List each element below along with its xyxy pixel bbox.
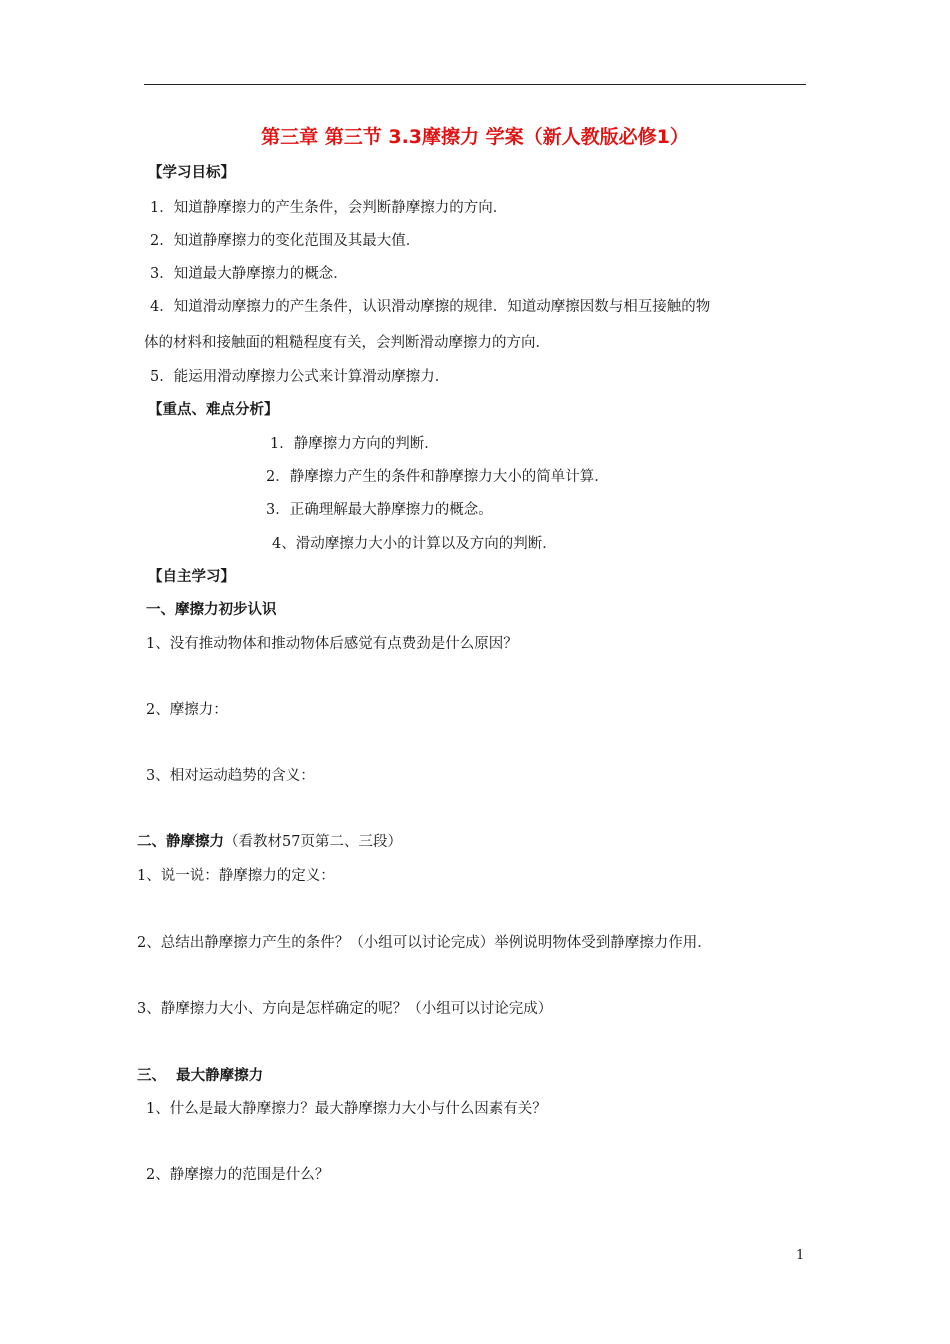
keypoint-item: 2．静摩擦力产生的条件和静摩擦力大小的简单计算． — [266, 469, 609, 485]
question-item: 2、总结出静摩擦力产生的条件？（小组可以讨论完成）举例说明物体受到静摩擦力作用． — [137, 935, 712, 951]
goal-item: 5．能运用滑动摩擦力公式来计算滑动摩擦力． — [150, 369, 450, 385]
header-rule — [144, 84, 806, 85]
question-item: 1、没有推动物体和推动物体后感觉有点费劲是什么原因？ — [146, 636, 518, 652]
question-item: 3、静摩擦力大小、方向是怎样确定的呢？（小组可以讨论完成） — [137, 1001, 553, 1017]
goal-item: 1．知道静摩擦力的产生条件，会判断静摩擦力的方向． — [150, 200, 508, 216]
keypoint-item: 3．正确理解最大静摩擦力的概念。 — [266, 502, 493, 518]
question-item: 2、静摩擦力的范围是什么？ — [146, 1167, 330, 1183]
goals-heading: 【学习目标】 — [148, 164, 235, 181]
goal-item: 3．知道最大静摩擦力的概念． — [150, 266, 348, 282]
question-item: 1、什么是最大静摩擦力？最大静摩擦力大小与什么因素有关？ — [146, 1101, 547, 1117]
goal-item-continued: 体的材料和接触面的粗糙程度有关，会判断滑动摩擦力的方向． — [144, 335, 550, 351]
keypoints-heading: 【重点、难点分析】 — [148, 401, 279, 418]
self-study-heading: 【自主学习】 — [148, 568, 235, 585]
section2-heading-line — [137, 832, 402, 852]
section1-heading: 一、摩擦力初步认识 — [146, 601, 277, 618]
question-item: 3、相对运动趋势的含义： — [146, 768, 315, 784]
section2-note: （看教材57页第二、三段） — [224, 834, 402, 850]
question-item: 2、摩擦力： — [146, 702, 228, 718]
goal-item: 4．知道滑动摩擦力的产生条件，认识滑动摩擦的规律．知道动摩擦因数与相互接触的物 — [150, 299, 711, 315]
page-number: 1 — [796, 1248, 805, 1263]
page-title: 第三章 第三节 3.3摩擦力 学案（新人教版必修1） — [261, 126, 689, 148]
section3-heading: 三、 最大静摩擦力 — [137, 1067, 264, 1084]
section2-heading: 二、静摩擦力 — [137, 833, 224, 850]
question-item: 1、说一说：静摩擦力的定义： — [137, 868, 335, 884]
keypoint-item: 4、滑动摩擦力大小的计算以及方向的判断． — [272, 536, 557, 552]
keypoint-item: 1．静摩擦力方向的判断． — [270, 436, 439, 452]
goal-item: 2．知道静摩擦力的变化范围及其最大值． — [150, 233, 421, 249]
